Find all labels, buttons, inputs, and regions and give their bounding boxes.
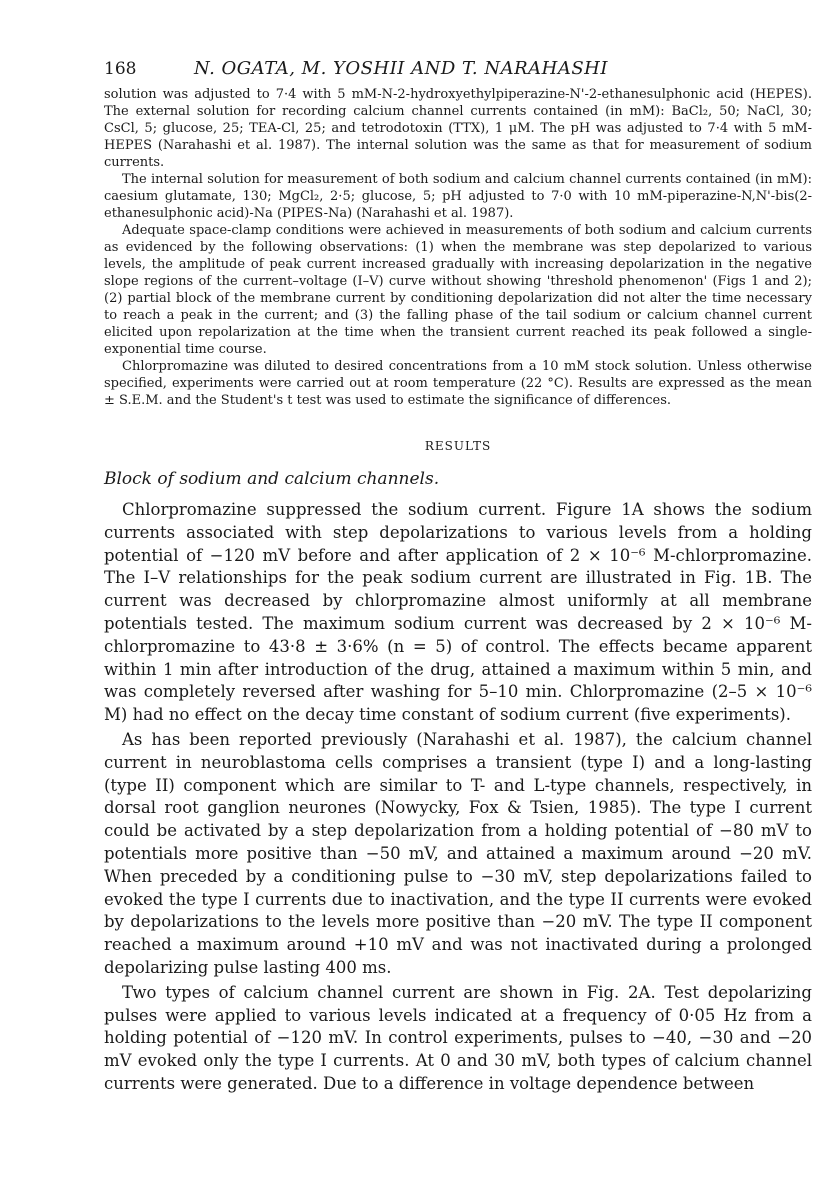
page-header: [104, 58, 812, 86]
results-paragraph: Two types of calcium channel current are shown in Fig. 2A. Test depolarizing pulses were applied to various levels indicated at a frequency of 0·05 Hz from a holding potential of −120 mV. In control experiments, pulses to −40, −30 and −20 mV evoked only the type I currents. At 0 and 30 mV, both types of calcium channel currents were generated. Due to a difference in voltage dependence between: [104, 982, 812, 1093]
methods-text: [104, 86, 812, 409]
running-head: N. OGATA, M. YOSHII AND T. NARAHASHI: [194, 58, 608, 79]
results-paragraph: Chlorpromazine suppressed the sodium current. Figure 1A shows the sodium currents associated with step depolarizations to various levels from a holding potential of −120 mV before and after application of 2 × 10⁻⁶ M-chlorpromazine. The I–V relationships for the peak sodium current are illustrated in Fig. 1B. The current was decreased by chlorpromazine almost uniformly at all membrane potentials tested. The maximum sodium current was decreased by 2 × 10⁻⁶ M-chlorpromazine to 43·8 ± 3·6% (n = 5) of control. The effects became apparent within 1 min after introduction of the drug, attained a maximum within 5 min, and was completely reversed after washing for 5–10 min. Chlorpromazine (2–5 × 10⁻⁶ M) had no effect on the decay time constant of sodium current (five experiments).: [104, 500, 812, 725]
methods-paragraph: The internal solution for measurement of both sodium and calcium channel currents contained (in mM): caesium glutamate, 130; MgCl₂, 2·5; glucose, 5; pH adjusted to 7·0 with 10 mM-piperazine-N,N'-bis(2-ethanesulphonic acid)-Na (PIPES-Na) (Narahashi et al. 1987).: [104, 172, 812, 221]
methods-paragraph: solution was adjusted to 7·4 with 5 mM-N-2-hydroxyethylpiperazine-N'-2-ethanesulphonic acid (HEPES). The external solution for recording calcium channel currents contained (in mM): BaCl₂, 50; NaCl, 30; CsCl, 5; glucose, 25; TEA-Cl, 25; and tetrodotoxin (TTX), 1 μM. The pH was adjusted to 7·4 with 5 mM-HEPES (Narahashi et al. 1987). The internal solution was the same as that for measurement of sodium currents.: [104, 87, 812, 170]
subsection-title: Block of sodium and calcium channels.: [104, 469, 440, 489]
results-text: [104, 499, 812, 1096]
page: [104, 58, 812, 1096]
section-title: RESULTS: [424, 439, 492, 453]
methods-paragraph: Chlorpromazine was diluted to desired concentrations from a 10 mM stock solution. Unless otherwise specified, experiments were carried out at room temperature (22 °C). Results are expressed as the mean ± S.E.M. and the Student's t test was used to estimate the significance of differences.: [104, 359, 812, 408]
page-number: 168: [104, 59, 137, 79]
methods-paragraph: Adequate space-clamp conditions were achieved in measurements of both sodium and calcium currents as evidenced by the following observations: (1) when the membrane was step depolarized to various levels, the amplitude of peak current increased gradually with increasing depolarization in the negative slope regions of the current–voltage (I–V) curve without showing 'threshold phenomenon' (Figs 1 and 2); (2) partial block of the membrane current by conditioning depolarization did not alter the time necessary to reach a peak in the current; and (3) the falling phase of the tail sodium or calcium channel current elicited upon repolarization at the time when the transient current reached its peak followed a single-exponential time course.: [104, 223, 812, 357]
results-paragraph: As has been reported previously (Narahashi et al. 1987), the calcium channel current in neuroblastoma cells comprises a transient (type I) and a long-lasting (type II) component which are similar to T- and L-type channels, respectively, in dorsal root ganglion neurones (Nowycky, Fox & Tsien, 1985). The type I current could be activated by a step depolarization from a holding potential of −80 mV to potentials more positive than −50 mV, and attained a maximum around −20 mV. When preceded by a conditioning pulse to −30 mV, step depolarizations failed to evoked the type I currents due to inactivation, and the type II currents were evoked by depolarizations to the levels more positive than −20 mV. The type II component reached a maximum around +10 mV and was not inactivated during a prolonged depolarizing pulse lasting 400 ms.: [104, 729, 812, 977]
